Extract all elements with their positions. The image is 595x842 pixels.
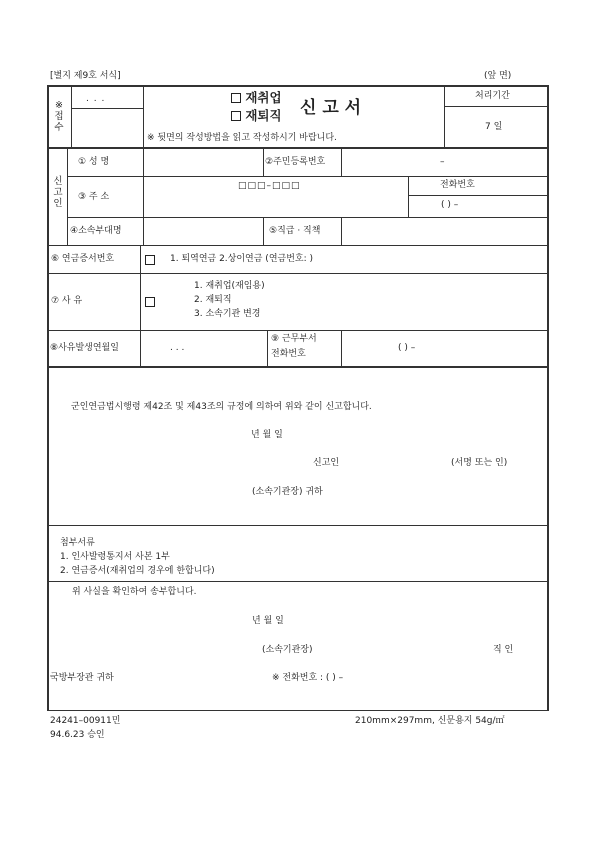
attachment-item-1: 1. 인사발령통지서 사본 1부 bbox=[60, 552, 170, 562]
form-title: 신 고 서 bbox=[300, 98, 362, 118]
workplace-phone-label-1: ⑨ 근무부서 bbox=[271, 334, 317, 344]
reemployment-checkbox[interactable] bbox=[231, 93, 241, 103]
processing-period-label: 처리기간 bbox=[475, 91, 510, 101]
reason-item-agency-change: 3. 소속기관 변경 bbox=[194, 309, 261, 319]
pension-label: ⑥ 연금증서번호 bbox=[51, 254, 115, 264]
confirmation-date: 년 월 일 bbox=[252, 616, 284, 626]
reason-item-retirement: 2. 재퇴직 bbox=[194, 295, 232, 305]
occurrence-date-field[interactable]: . . . bbox=[170, 343, 185, 353]
rank-field[interactable] bbox=[344, 227, 544, 241]
address-label: ③ 주 소 bbox=[78, 192, 110, 202]
page-side: (앞 면) bbox=[484, 71, 512, 81]
confirmation-phone: ※ 전화번호 : ( ) – bbox=[272, 673, 344, 683]
title-note: ※ 뒷면의 작성방법을 읽고 작성하시기 바랍니다. bbox=[147, 133, 337, 143]
footer-code: 24241–00911민 bbox=[50, 716, 121, 726]
confirmation-addressee: 국방부장관 귀하 bbox=[50, 673, 114, 683]
footer-paper-spec: 210mm×297mm, 신문용지 54g/㎡ bbox=[355, 716, 505, 726]
form-number: [별지 제9호 서식] bbox=[50, 71, 121, 81]
footer-approval: 94.6.23 승인 bbox=[50, 730, 105, 740]
reporter-label: 신고인 bbox=[313, 458, 340, 468]
processing-period-value: 7 일 bbox=[485, 122, 503, 132]
confirmation-statement: 위 사실을 확인하여 송부합니다. bbox=[72, 587, 197, 597]
retirement-checkbox[interactable] bbox=[231, 111, 241, 121]
declaration-statement: 군인연금법시행령 제42조 및 제43조의 규정에 의하여 위와 같이 신고합니다. bbox=[71, 402, 372, 412]
phone-label: 전화번호 bbox=[440, 180, 475, 190]
department-label: ④소속부대명 bbox=[70, 226, 122, 236]
name-field[interactable] bbox=[146, 158, 260, 172]
department-field[interactable] bbox=[146, 227, 260, 241]
agency-head-label: (소속기관장) bbox=[262, 645, 313, 655]
attachment-item-2: 2. 연금증서(재취업의 경우에 한합니다) bbox=[60, 566, 215, 576]
rank-label: ⑤직급 · 직책 bbox=[269, 226, 321, 236]
postal-code-field[interactable]: □□□–□□□ bbox=[238, 181, 301, 191]
reception-date: . . . bbox=[86, 94, 106, 104]
reason-checkbox[interactable] bbox=[145, 297, 155, 307]
declaration-date: 년 월 일 bbox=[251, 430, 283, 440]
workplace-phone-field[interactable]: ( ) – bbox=[398, 343, 416, 353]
declaration-addressee: (소속기관장) 귀하 bbox=[252, 487, 323, 497]
option-retirement[interactable]: 재퇴직 bbox=[231, 110, 282, 123]
reason-item-reemployment: 1. 재취업(재임용) bbox=[194, 281, 265, 291]
official-seal-label: 직 인 bbox=[493, 645, 514, 655]
signature-label: (서명 또는 인) bbox=[451, 458, 508, 468]
attachments-title: 첨부서류 bbox=[60, 538, 95, 548]
pension-options: 1. 퇴역연금 2.상이연금 (연금번호: ) bbox=[170, 254, 314, 264]
option-reemployment[interactable]: 재취업 bbox=[231, 92, 282, 105]
reception-label: ※ 접 수 bbox=[54, 100, 64, 133]
phone-field[interactable]: ( ) – bbox=[441, 200, 459, 210]
pension-checkbox[interactable] bbox=[145, 255, 155, 265]
name-label: ① 성 명 bbox=[78, 157, 110, 167]
workplace-phone-label-2: 전화번호 bbox=[271, 349, 306, 359]
occurrence-date-label: ⑧사유발생연월일 bbox=[50, 343, 119, 353]
applicant-side-label: 신 고 인 bbox=[53, 176, 63, 209]
id-number-field[interactable]: – bbox=[440, 157, 445, 167]
reason-label: ⑦ 사 유 bbox=[51, 296, 83, 306]
id-number-label: ②주민등록번호 bbox=[265, 157, 326, 167]
